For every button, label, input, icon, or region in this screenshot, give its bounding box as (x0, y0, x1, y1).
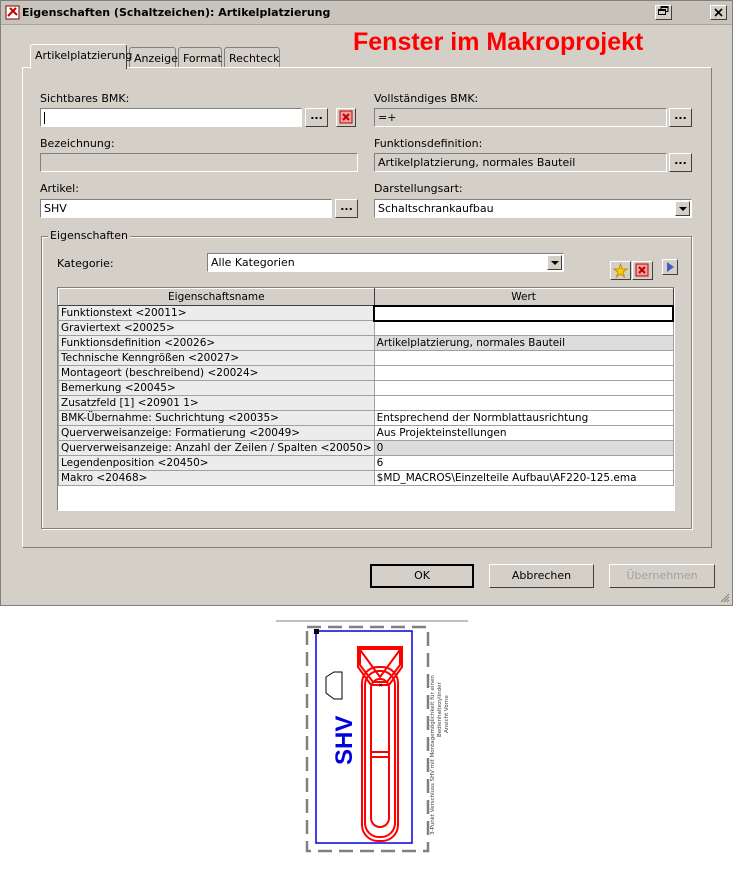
delete-icon (337, 109, 355, 126)
property-name: Querverweisanzeige: Anzahl der Zeilen / Spalten <20050> (59, 441, 375, 456)
darstellungsart-select[interactable] (374, 199, 692, 218)
table-row[interactable] (59, 351, 674, 366)
delete-icon (633, 262, 652, 279)
cancel-button[interactable]: Abbrechen (489, 564, 594, 588)
play-icon (663, 260, 677, 274)
funktionsdefinition-label: Funktionsdefinition: (374, 137, 483, 150)
artikel-label: Artikel: (40, 182, 79, 195)
property-value[interactable]: $MD_MACROS\Einzelteile Aufbau\AF220-125.ema (374, 471, 673, 486)
delete-property-button[interactable] (632, 261, 653, 280)
property-value[interactable]: Artikelplatzierung, normales Bauteil (374, 336, 673, 351)
table-row[interactable] (59, 366, 674, 381)
drawing-side-text-2: Bedienhaltezylinder (437, 682, 443, 737)
drawing-side-text-1: 3-Punkt Verschluss SHV mit Montagemöglichkeit für einen (430, 675, 436, 835)
funktionsdefinition-input[interactable]: Artikelplatzierung, normales Bauteil (374, 153, 667, 172)
symbol-drawing (276, 617, 468, 857)
drawing-side-text-3: Ansicht Vorne (444, 695, 450, 733)
vollstaendiges-bmk-label: Vollständiges BMK: (374, 92, 479, 105)
kategorie-value: Alle Kategorien (211, 256, 295, 269)
property-value[interactable]: 0 (374, 441, 673, 456)
close-button[interactable] (710, 5, 727, 20)
kategorie-label: Kategorie: (57, 257, 114, 270)
window-title: Eigenschaften (Schaltzeichen): Artikelplatzierung (22, 6, 331, 19)
funktionsdefinition-browse-button[interactable]: ... (669, 153, 692, 172)
tab-artikelplatzierung[interactable]: Artikelplatzierung (30, 44, 127, 69)
property-value[interactable] (374, 366, 673, 381)
tab-format[interactable]: Format (178, 47, 222, 69)
property-value[interactable] (374, 381, 673, 396)
ok-button[interactable]: OK (370, 564, 474, 588)
bezeichnung-label: Bezeichnung: (40, 137, 115, 150)
svg-text:×: × (378, 682, 384, 689)
artikel-browse-button[interactable]: ... (335, 199, 358, 218)
property-name: Legendenposition <20450> (59, 456, 375, 471)
eigenschaften-group (41, 229, 692, 529)
property-value[interactable] (374, 321, 673, 336)
move-right-button[interactable] (662, 259, 678, 275)
property-name: Graviertext <20025> (59, 321, 375, 336)
resize-grip-icon[interactable] (718, 591, 730, 603)
table-row[interactable] (59, 426, 674, 441)
table-row[interactable] (59, 396, 674, 411)
tab-panel (22, 67, 712, 548)
table-row[interactable] (59, 441, 674, 456)
sichtbares-bmk-delete-button[interactable] (336, 108, 356, 127)
darstellungsart-label: Darstellungsart: (374, 182, 463, 195)
chevron-down-icon[interactable] (547, 255, 562, 270)
table-row[interactable] (59, 381, 674, 396)
property-name: Funktionstext <20011> (59, 306, 375, 321)
table-row[interactable] (59, 306, 674, 321)
sichtbares-bmk-input[interactable] (40, 108, 302, 127)
property-value[interactable]: Entsprechend der Normblattausrichtung (374, 411, 673, 426)
properties-table (58, 288, 674, 486)
restore-icon (658, 6, 669, 16)
title-bar (1, 1, 732, 25)
sichtbares-bmk-label: Sichtbares BMK: (40, 92, 130, 105)
new-property-button[interactable] (610, 261, 631, 280)
close-icon (714, 8, 723, 17)
property-value[interactable] (374, 351, 673, 366)
table-row[interactable] (59, 456, 674, 471)
property-name: Querverweisanzeige: Formatierung <20049> (59, 426, 375, 441)
property-name: Makro <20468> (59, 471, 375, 486)
tab-rechteck[interactable]: Rechteck (224, 47, 280, 69)
property-name: Zusatzfeld [1] <20901 1> (59, 396, 375, 411)
property-value[interactable]: 6 (374, 456, 673, 471)
property-value[interactable] (374, 306, 673, 321)
table-row[interactable] (59, 321, 674, 336)
property-name: Bemerkung <20045> (59, 381, 375, 396)
table-row[interactable] (59, 471, 674, 486)
property-name: Montageort (beschreibend) <20024> (59, 366, 375, 381)
artikel-input[interactable]: SHV (40, 199, 332, 218)
eigenschaften-group-title: Eigenschaften (50, 229, 128, 242)
app-icon (5, 5, 20, 20)
drawing-label: SHV (331, 715, 358, 765)
property-name: Funktionsdefinition <20026> (59, 336, 375, 351)
properties-grid (57, 287, 675, 511)
chevron-down-icon[interactable] (675, 201, 690, 216)
darstellungsart-value: Schaltschrankaufbau (378, 202, 494, 215)
restore-button[interactable] (655, 5, 672, 20)
apply-button[interactable]: Übernehmen (609, 564, 715, 588)
bezeichnung-input[interactable] (40, 153, 358, 172)
column-header-name[interactable]: Eigenschaftsname (59, 289, 375, 306)
table-row[interactable] (59, 411, 674, 426)
property-name: BMK-Übernahme: Suchrichtung <20035> (59, 411, 375, 426)
sichtbares-bmk-browse-button[interactable]: ... (305, 108, 328, 127)
property-value[interactable] (374, 396, 673, 411)
table-row[interactable] (59, 336, 674, 351)
annotation-text: Fenster im Makroprojekt (353, 28, 644, 56)
property-name: Technische Kenngrößen <20027> (59, 351, 375, 366)
vollstaendiges-bmk-input[interactable]: =+ (374, 108, 667, 127)
property-value[interactable]: Aus Projekteinstellungen (374, 426, 673, 441)
star-icon (611, 262, 630, 279)
kategorie-select[interactable] (207, 253, 564, 272)
tab-anzeige[interactable]: Anzeige (129, 47, 176, 69)
column-header-value[interactable]: Wert (374, 289, 673, 306)
vollstaendiges-bmk-browse-button[interactable]: ... (669, 108, 692, 127)
